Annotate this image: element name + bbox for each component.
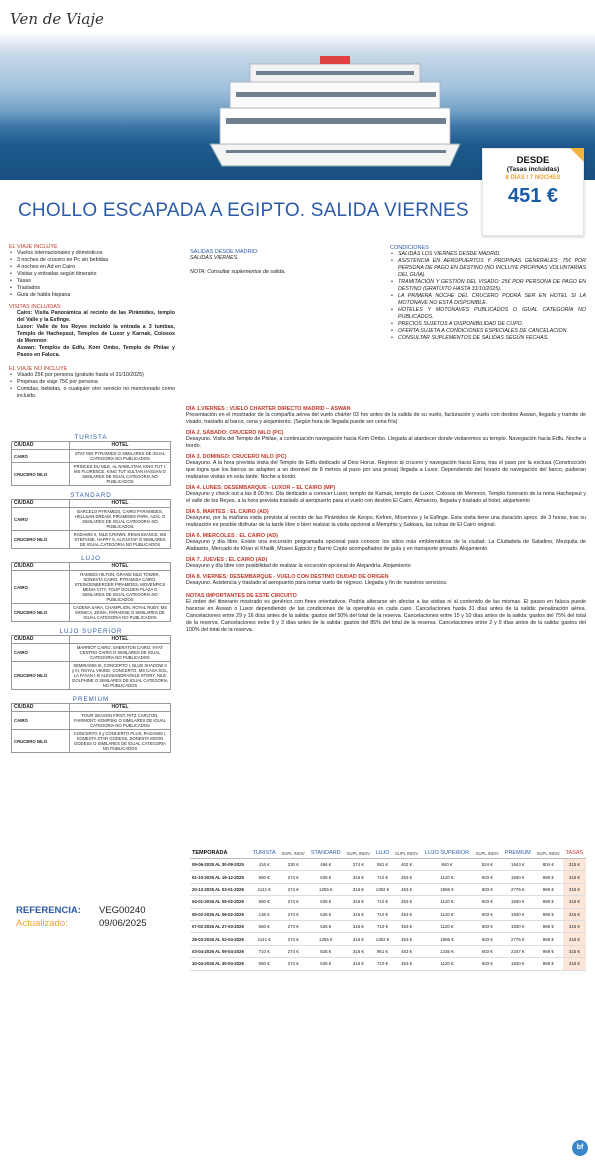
- price-cell: 625 €: [308, 920, 344, 932]
- table-row: [190, 883, 586, 895]
- price-cell: 136 €: [250, 908, 279, 920]
- table-row: [190, 958, 586, 970]
- day-text: Desayuno y día libre. Existe una excursión programada opcional para conocer los sitios más emblemáticos de la ciudad. La Ciudadela de Saladino, Mezquita de Alabastro, Mercado de Khan el Khalili, Museo Egipcio y Barrio Copto acompañados de guía y en transporte privado. Alojamiento.: [186, 539, 586, 552]
- price-cell: 625 €: [308, 871, 344, 883]
- price-table: [190, 848, 586, 971]
- price-cell: 316 €: [344, 920, 373, 932]
- day-text: Desayuno y día libre con posibilidad de realizar la excursión opcional de Alejandría. Alojamiento: [186, 563, 411, 569]
- col-hotel: HOTEL: [70, 636, 171, 644]
- price-cell: 315 €: [563, 871, 586, 883]
- day-title: DÍA 4. LUNES: DESEMBARQUE - LUXOR – EL CAIRO (MP): [186, 485, 336, 491]
- table-row: [190, 933, 586, 945]
- price-cell: 453 €: [392, 920, 421, 932]
- salidas-note: NOTA: Consultar suplementos de salida.: [190, 269, 286, 275]
- price-cell: 710 €: [373, 920, 392, 932]
- price-cell: 603 €: [473, 958, 502, 970]
- hotel-cell: SEMIRAMIS III, CONCERTO I, BLUE SHADOW II y III, ROYAL VIKING, CONCERTO, MS CASA SOL, LA FAYAN I-II/ ALESSANDRA/NILE STORY, NILE DOLPHINE O SIMILARES DE IGUAL CATEGORIA NO PUBLICADOS: [70, 662, 171, 690]
- season-cell: 04-01-2026 AL 05-02-2026: [190, 896, 250, 908]
- hotel-category-standard: STANDARD: [70, 492, 112, 499]
- price-cell: 1865 €: [421, 933, 473, 945]
- column-header: SUPL INDIV: [392, 848, 421, 859]
- updated-label: Actualizado:: [16, 918, 68, 929]
- price-cell: 1255 €: [308, 933, 344, 945]
- updated-value: 09/06/2025: [99, 918, 147, 929]
- list-item: • Traslados: [9, 285, 175, 292]
- table-row: [12, 604, 171, 622]
- list-item: • Comidas, bebidas, o cualquier otro servicio no mencionado como incluido.: [9, 386, 175, 400]
- col-city: CIUDAD: [12, 442, 70, 450]
- price-cell: 316 €: [344, 896, 373, 908]
- price-cell: 315 €: [563, 920, 586, 932]
- price-cell: 524 €: [473, 859, 502, 871]
- price-cell: 625 €: [308, 896, 344, 908]
- price-cell: 453 €: [392, 883, 421, 895]
- price-cell: 625 €: [308, 958, 344, 970]
- price-cell: 315 €: [563, 859, 586, 871]
- price-cell: 969 €: [534, 920, 563, 932]
- duration-label: 8 DÍAS / 7 NOCHES: [505, 175, 561, 181]
- price-cell: 316 €: [344, 883, 373, 895]
- price-cell: 603 €: [473, 945, 502, 957]
- table-row: [12, 712, 171, 730]
- price-cell: 1930 €: [502, 896, 534, 908]
- price-cell: 315 €: [563, 933, 586, 945]
- column-header: STANDARD: [308, 848, 344, 859]
- col-city: CIUDAD: [12, 500, 70, 508]
- hotel-table-turista: [11, 441, 171, 486]
- price-cell: 710 €: [373, 908, 392, 920]
- tasas-label: (Tasas incluidas): [506, 166, 560, 173]
- city-cell: CRUCERO NILO: [12, 604, 70, 622]
- price-cell: 603 €: [473, 933, 502, 945]
- table-row: [12, 531, 171, 549]
- hotel-cell: FOUR SEASON FIRST, RITZ CARLTON, FAIRMONT, KEMPISKI O SIMILARES DE IGUAL CATEGORIA NO PUBLICADOS: [70, 712, 171, 730]
- day-title: DÍA 7. JUEVES : EL CAIRO (AD): [186, 557, 268, 563]
- column-header: SUPL INDIV: [473, 848, 502, 859]
- price-cell: 603 €: [473, 920, 502, 932]
- list-item: • 3 noches de crucero en Pc sin bebidas: [9, 257, 175, 264]
- price-cell: 453 €: [392, 958, 421, 970]
- column-header: TURISTA: [250, 848, 279, 859]
- col-hotel: HOTEL: [70, 442, 171, 450]
- price-cell: 416 €: [250, 859, 279, 871]
- salidas-section: [190, 249, 370, 276]
- hotel-table-lujo-superior: [11, 635, 171, 690]
- visitas-text: [9, 310, 175, 359]
- price-cell: 1255 €: [308, 883, 344, 895]
- col-city: CIUDAD: [12, 636, 70, 644]
- incluye-list: [9, 250, 175, 299]
- city-cell: CRUCERO NILO: [12, 662, 70, 690]
- price-cell: 1435 €: [421, 945, 473, 957]
- price-cell: 316 €: [344, 933, 373, 945]
- table-row: [12, 730, 171, 753]
- price-cell: 710 €: [250, 945, 279, 957]
- salidas-text: SALIDAS VIERNES.: [190, 255, 239, 261]
- day-text: Presentación en el mostrador de la compañía aérea del vuelo chárter 03 hrs antes de la salida de su vuelo, facturación y vuelo con destino Aswan, llegada y tramite de visado, traslado al barco, cena y alojamiento. (Según hora de llegada puede ser cena fría): [186, 412, 586, 425]
- visitas-line: Aswan: Templos de Edfu, Kom Ombo, Templo de Philae y Paseo en Faluca.: [17, 345, 175, 358]
- day-title: DÍA 1.VIERNES : VUELO CHARTER DIRECTO MADRID – ASWAN: [186, 406, 351, 412]
- hotel-cell: MARRIOT CAIRO, SHERATON CAIRO, HYAT CENTRO CAIRO O SIMILARES DE IGUAL CATEGORIA NO PUBLICADOS: [70, 644, 171, 662]
- price-cell: 316 €: [344, 908, 373, 920]
- price-value: 451 €: [507, 185, 559, 207]
- price-cell: 274 €: [279, 871, 308, 883]
- price-cell: 315 €: [563, 896, 586, 908]
- price-cell: 453 €: [392, 933, 421, 945]
- reference-label: REFERENCIA:: [16, 905, 81, 916]
- list-item: • ASISTENCIA EN AEROPUERTOS Y PROPINAS GENERALES: 75€ POR PERSONA DE PAGO EN DESTINO (NO INCLUYE PROPINAS VOLUNTARIAS DEL GUÍA).: [390, 258, 586, 279]
- hotel-cell: CADENA SARA, CHAMPLION, ROYAL RUBY, MS MONICA, ZEINA, PARADISE O SIMILARES DE IGUAL CATEGORIA NO PUBLICADOS: [70, 604, 171, 622]
- price-cell: 710 €: [373, 896, 392, 908]
- list-item: • HOTELES Y MOTONAVES PUBLICADOS O IGUAL CATEGORÍA NO PUBLICADOS.: [390, 307, 586, 321]
- price-cell: 274 €: [279, 920, 308, 932]
- hotel-cell: PRINCES DU NILE, AL NABILATAN, KING TUT I, MS FLORENCE, KING TUT SULTAN HASSAN O SIMILARES DE IGUAL CATEGORIA NO PUBLICADOS: [70, 463, 171, 486]
- day-text: Desayuno. A la hora prevista visita del Templo de Edfu dedicado al Dios Horus. Regreso al crucero y navegación hacia Esna, tras el paso por la esclusa (Construcción que logra que los barcos se adapten a un desnivel de 8 metros al paso por una presa) llegada a Luxor. Dependiendo del horario de navegación del barco, pudieran realizarse visitas en esta tarde. Noche a bordo.: [186, 460, 586, 480]
- column-header: PREMIUM: [502, 848, 534, 859]
- hotel-category-lujo-superior: LUJO SUPERIOR: [59, 628, 123, 635]
- list-item: • Propinas de viaje 75€ por persona: [9, 379, 175, 386]
- hotel-table-standard: [11, 499, 171, 549]
- price-cell: 625 €: [308, 908, 344, 920]
- list-item: • 4 noches en Ad en Cairo: [9, 264, 175, 271]
- table-row: [12, 463, 171, 486]
- salidas-heading: SALIDAS DESDE MADRID:: [190, 249, 259, 255]
- hotels-section: [11, 434, 171, 753]
- list-item: • Visitas y entradas según itinerario: [9, 271, 175, 278]
- city-cell: CRUCERO NILO: [12, 531, 70, 549]
- price-cell: 961 €: [373, 945, 392, 957]
- price-cell: 1930 €: [502, 920, 534, 932]
- price-cell: 804 €: [534, 859, 563, 871]
- price-cell: 230 €: [279, 859, 308, 871]
- price-cell: 453 €: [392, 896, 421, 908]
- price-cell: 710 €: [373, 958, 392, 970]
- city-cell: CAIRO: [12, 508, 70, 531]
- price-cell: 1120 €: [421, 896, 473, 908]
- price-cell: 1930 €: [502, 958, 534, 970]
- price-cell: 969 €: [534, 883, 563, 895]
- season-cell: 03-04-2026 AL 09-04-2026: [190, 945, 250, 957]
- city-cell: CAIRO: [12, 450, 70, 463]
- season-cell: 01-10-2025 AL 19-12-2025: [190, 871, 250, 883]
- day-text: Desayuno y check out a las 8.00 hrs. Día dedicado a conocer Luxor, templo de Karnak, templo de Luxor, Colosos de Memnon, Templo funerario de la reina Hachepsut y el valle de los Reyes, a la hora prevista traslado al aeropuerto para el vuelo con destino El Cairo, Almuerzo, llegada y traslado al hotel, alojamiento: [186, 491, 586, 504]
- list-item: • Visado 25€ por persona (gratuito hasta el 31/10/2025): [9, 372, 175, 379]
- column-header: SUPL INDIV: [279, 848, 308, 859]
- day-title: DÍA 8. VIERNES: DESEMBARQUE - VUELO CON DESTINO CIUDAD DE ORIGEN: [186, 574, 389, 580]
- price-cell: 560 €: [250, 871, 279, 883]
- day-text: Desayuno. Visita del Templo de Philae, a continuación navegación hacia Kom Ombo. Llegada al atardecer donde visitaremos su templo. Navegación hacia Edfu. Noche a bordo.: [186, 436, 586, 449]
- price-cell: 315 €: [563, 945, 586, 957]
- season-cell: 09-06-2025 AL 30-09-2025: [190, 859, 250, 871]
- price-cell: 2776 €: [502, 933, 534, 945]
- price-cell: 453 €: [392, 908, 421, 920]
- price-cell: 603 €: [473, 908, 502, 920]
- column-header: TASAS: [563, 848, 586, 859]
- list-item: • Tasas: [9, 278, 175, 285]
- col-hotel: HOTEL: [70, 563, 171, 571]
- season-cell: 07-02-2026 AL 27-03-2026: [190, 920, 250, 932]
- col-hotel: HOTEL: [70, 704, 171, 712]
- price-cell: 466 €: [308, 859, 344, 871]
- price-cell: 969 €: [534, 908, 563, 920]
- table-row: [12, 662, 171, 690]
- city-cell: CAIRO: [12, 712, 70, 730]
- badge-corner: [570, 148, 584, 162]
- visitas-line: Cairo: Visita Panorámica al recinto de las Pirámides, templo del Valle y la Esfinge.: [17, 310, 175, 323]
- season-cell: 20-12-2025 AL 03-01-2026: [190, 883, 250, 895]
- price-cell: 560 €: [250, 896, 279, 908]
- price-cell: 274 €: [279, 958, 308, 970]
- cruise-ship-image: [200, 48, 470, 176]
- list-item: • PRECIOS SUJETOS A DISPONIBILIDAD DE CUPO.: [390, 321, 586, 328]
- city-cell: CRUCERO NILO: [12, 730, 70, 753]
- hotel-table-lujo: [11, 562, 171, 622]
- hotel-category-premium: PREMIUM: [72, 696, 110, 703]
- price-cell: 2347 €: [502, 945, 534, 957]
- day-text: Desayuno, por la mañana visita prevista al recinto de las Pirámides de Keops, Kefren, Micerinos y la Esfinge. Esta visita tiene una duración aprox. de 3 horas, tras su realización es posible disfrutar de la tarde libre o bien realizar la visita opcional a Memphis y Sakkara, las ruinas de El Cairo original.: [186, 515, 586, 528]
- day-title: DÍA 2. SÁBADO: CRUCERO NILO (PC): [186, 430, 284, 436]
- list-item: • OFERTA SUJETA A CONDICIONES ESPECIALES DE CANCELACION.: [390, 328, 586, 335]
- price-cell: 1930 €: [502, 871, 534, 883]
- price-cell: 969 €: [534, 933, 563, 945]
- hotel-cell: BARCELO PYRAMIDS, CAIRO PYRAMIDES, HELLNAN DREAM, PIRAMIDES PARK, AZAL O SIMILARES DE IGUAL CATEGORIA NO PUBLICADOS: [70, 508, 171, 531]
- price-cell: 1120 €: [421, 871, 473, 883]
- column-header: TEMPORADA: [190, 848, 250, 859]
- city-cell: CAIRO: [12, 644, 70, 662]
- price-cell: 560 €: [250, 920, 279, 932]
- price-cell: 316 €: [344, 871, 373, 883]
- price-cell: 315 €: [563, 908, 586, 920]
- city-cell: CRUCERO NILO: [12, 463, 70, 486]
- list-item: • TRAMITACIÓN Y GESTIÓN DEL VISADO: 25€ POR PERSONA DE PAGO EN DESTINO (GRATUITO HASTA 31/10/2025).: [390, 279, 586, 293]
- day-title: DÍA 6. MIERCOLES : EL CAIRO (AD): [186, 533, 278, 539]
- price-cell: 274 €: [279, 908, 308, 920]
- price-cell: 1120 €: [421, 920, 473, 932]
- price-cell: 825 €: [308, 945, 344, 957]
- day-title: DÍA 5. MARTES : EL CAIRO (AD): [186, 509, 269, 515]
- list-item: • Guía de habla hispana: [9, 292, 175, 299]
- price-cell: 969 €: [534, 945, 563, 957]
- price-cell: 1392 €: [373, 933, 392, 945]
- price-cell: 969 €: [534, 958, 563, 970]
- table-row: [190, 945, 586, 957]
- notas-text: El orden del itinerario mostrado es genérico con fines orientativos. Podría alterarse sin afectar a las visitas ni al contenido de las mismas. El paseo en faluca puede hacerse en Aswan o Luxor dependiendo de las condiciones de la operativa en cada caso. Cancelaciones hasta 31 días antes de la salida: penalización aérea. Cancelaciones entre 29 y 16 días antes de la salida: gastos del 50% del total de la reserva. Cancelaciones entre 15 y 10 días antes de la salida: gastos del 75% del total de la reserva. Cancelaciones entre 9 y 3 días antes de la salida: gastos del 85% del total de la reserva. Cancelaciones entre 2 y 0 días antes de la salida: gastos del 100% del total de la reserva.: [186, 599, 586, 633]
- price-cell: 274 €: [279, 945, 308, 957]
- no-incluye-list: [9, 372, 175, 400]
- notas-heading: NOTAS IMPORTANTES DE ESTE CIRCUITO: [186, 593, 297, 599]
- price-cell: 969 €: [534, 896, 563, 908]
- brand-badge: bf: [572, 1140, 588, 1156]
- hotel-cell: RAMSES HILTON, GRAND NILE TOWER, SONESTA CAIRO, PYRAMISA CAIRO, STEINGENBERGER PIRAMIDES, MOVENPICK MEDIA CITY, TOLIP GOLDEN PLAZA O SIMILARES DE IGUAL CATEGORIA NO PUBLICADOS: [70, 571, 171, 604]
- brand-logo: Ven de Viaje: [10, 10, 104, 28]
- list-item: • SALIDAS LOS VIERNES DESDE MADRID.: [390, 251, 586, 258]
- list-item: • LA PRIMERA NOCHE DEL CRUCERO PODRÁ SER EN HOTEL SI LA MOTONAVE NO ESTÁ DISPONIBLE.: [390, 293, 586, 307]
- column-header: SUPL INDIV: [534, 848, 563, 859]
- price-cell: 402 €: [392, 859, 421, 871]
- price-cell: 1865 €: [421, 883, 473, 895]
- price-cell: 315 €: [563, 958, 586, 970]
- table-row: [190, 920, 586, 932]
- price-cell: 1120 €: [421, 908, 473, 920]
- price-cell: 603 €: [473, 896, 502, 908]
- column-header: SUPL INDIV: [344, 848, 373, 859]
- price-cell: 1141 €: [250, 883, 279, 895]
- table-row: [12, 644, 171, 662]
- price-cell: 274 €: [279, 883, 308, 895]
- price-cell: 710 €: [373, 871, 392, 883]
- visitas-heading: VISITAS INCLUIDAS: [9, 304, 61, 310]
- price-cell: 840 €: [421, 859, 473, 871]
- price-cell: 453 €: [392, 871, 421, 883]
- hotel-cell: RADAMIS II, NILE CROWN, RENAISSANCE, MS STEFANIE, HAPPY 5, ALYUSTAF O SIMILARES DE IGUAL CATEGORIA NO PUBLICADOS: [70, 531, 171, 549]
- itinerary-section: [186, 406, 586, 634]
- table-row: [190, 896, 586, 908]
- list-item: • CONSULTAR SUPLEMENTOS DE SALIDAS SEGÚN FECHAS.: [390, 335, 586, 342]
- price-cell: 1141 €: [250, 933, 279, 945]
- price-cell: 2776 €: [502, 883, 534, 895]
- city-cell: CAIRO: [12, 571, 70, 604]
- hotel-table-premium: [11, 703, 171, 753]
- price-cell: 969 €: [534, 871, 563, 883]
- visitas-line: Luxor: Valle de los Reyes incluido la entrada a 3 tumbas, Templo de Hachepsut, Templos de Luxor y Karnak, Colosos de Memnon: [17, 324, 175, 344]
- desde-label: DESDE: [516, 155, 550, 166]
- price-cell: 1930 €: [502, 908, 534, 920]
- col-city: CIUDAD: [12, 704, 70, 712]
- incluye-heading: EL VIAJE INCLUYE: [9, 244, 58, 250]
- incluye-section: [9, 244, 175, 400]
- price-cell: 453 €: [392, 945, 421, 957]
- price-cell: 1120 €: [421, 958, 473, 970]
- hotel-category-lujo: LUJO: [81, 555, 101, 562]
- price-cell: 316 €: [344, 958, 373, 970]
- hotel-cell: CONCERTO II y CONCERTO PLUS, RADAMIS I, SONESTA STAR GODESS, SONESTA MOON GODESS O SIMILARES DE IGUAL CATEGORIA NO PUBLICADOS: [70, 730, 171, 753]
- price-table-section: [190, 848, 586, 971]
- condiciones-list: [390, 251, 586, 342]
- column-header: LUJO SUPERIOR: [421, 848, 473, 859]
- table-row: [12, 450, 171, 463]
- table-row: [190, 908, 586, 920]
- condiciones-section: [390, 245, 586, 342]
- price-cell: 274 €: [344, 859, 373, 871]
- reference-value: VEG00240: [99, 905, 146, 916]
- list-item: • Vuelos internacionales y domésticos: [9, 250, 175, 257]
- price-cell: 1643 €: [502, 859, 534, 871]
- price-cell: 274 €: [279, 933, 308, 945]
- season-cell: 10-04-2026 AL 30-04-2026: [190, 958, 250, 970]
- season-cell: 06-02-2026 AL 06-02-2026: [190, 908, 250, 920]
- no-incluye-heading: EL VIAJE NO INCLUYE: [9, 366, 68, 372]
- col-city: CIUDAD: [12, 563, 70, 571]
- price-cell: 560 €: [250, 958, 279, 970]
- column-header: LUJO: [373, 848, 392, 859]
- condiciones-heading: CONDICIONES: [390, 245, 429, 251]
- col-hotel: HOTEL: [70, 500, 171, 508]
- price-cell: 1392 €: [373, 883, 392, 895]
- price-cell: 603 €: [473, 871, 502, 883]
- price-cell: 315 €: [563, 883, 586, 895]
- reference-block: [16, 904, 147, 930]
- table-row: [190, 871, 586, 883]
- price-cell: 581 €: [373, 859, 392, 871]
- table-row: [190, 859, 586, 871]
- season-cell: 28-03-2026 AL 02-04-2026: [190, 933, 250, 945]
- page-title: CHOLLO ESCAPADA A EGIPTO. SALIDA VIERNES: [18, 200, 469, 221]
- price-cell: 274 €: [279, 896, 308, 908]
- price-cell: 316 €: [344, 945, 373, 957]
- table-row: [12, 508, 171, 531]
- hotel-category-turista: TURISTA: [74, 434, 108, 441]
- day-title: DÍA 3. DOMINGO: CRUCERO NILO (PC): [186, 454, 287, 460]
- hotel-cell: STAY INN PYRAMIDS O SIMILARES DE IGUAL CATEGORIA NO PUBLICADOS: [70, 450, 171, 463]
- day-text: Desayuno. Asistencia y traslado al aeropuerto para tomar vuelo de regreso. Llegada y fin de nuestros servicios.: [186, 580, 448, 586]
- table-row: [12, 571, 171, 604]
- price-cell: 603 €: [473, 883, 502, 895]
- price-badge: [482, 148, 584, 236]
